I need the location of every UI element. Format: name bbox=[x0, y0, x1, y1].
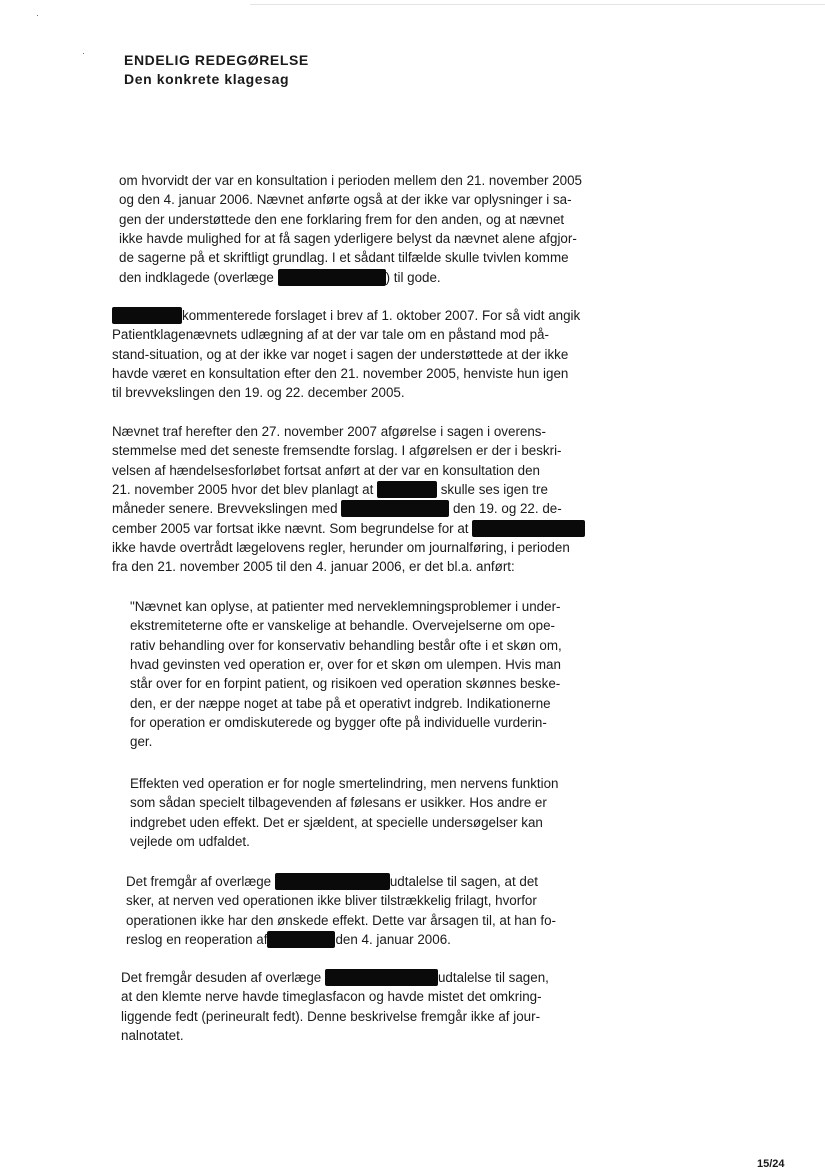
text-line bbox=[130, 774, 559, 793]
text-line bbox=[112, 422, 546, 441]
scan-dot: · bbox=[36, 10, 39, 20]
text-line bbox=[130, 674, 560, 693]
text-segment: stemmelse med det seneste fremsendte forslag. I afgørelsen er der i beskri- bbox=[112, 443, 562, 459]
text-line bbox=[130, 655, 561, 674]
text-segment: "Nævnet kan oplyse, at patienter med nerveklemningsproblemer i under- bbox=[130, 599, 561, 614]
text-segment: ) til gode. bbox=[385, 269, 441, 285]
redaction-block bbox=[275, 873, 390, 890]
text-segment: den, er der næppe noget at tabe på et operativt indgreb. Indikationerne bbox=[130, 695, 551, 711]
document-subtitle: Den konkrete klagesag bbox=[124, 71, 290, 87]
text-line bbox=[126, 891, 537, 910]
text-segment: kommenterede forslaget i brev af 1. oktober 2007. For så vidt angik bbox=[182, 308, 581, 323]
text-line bbox=[119, 190, 572, 209]
text-line bbox=[130, 793, 547, 812]
text-line bbox=[126, 911, 556, 930]
text-line bbox=[121, 1026, 184, 1045]
text-segment: sker, at nerven ved operationen ikke bliver tilstrækkelig frilagt, hvorfor bbox=[126, 893, 537, 909]
text-segment: måneder senere. Brevvekslingen med bbox=[112, 501, 342, 517]
text-segment: Det fremgår af overlæge bbox=[126, 874, 275, 889]
text-segment: står over for en forpint patient, og risikoen ved operation skønnes beske- bbox=[130, 676, 561, 692]
text-segment: cember 2005 var fortsat ikke nævnt. Som begrundelse for at bbox=[112, 520, 473, 536]
page-number: 15/24 bbox=[757, 1158, 785, 1170]
text-segment: og den 4. januar 2006. Nævnet anførte også at der ikke var oplysninger i sa- bbox=[119, 192, 572, 208]
text-segment: fra den 21. november 2005 til den 4. januar 2006, er det bl.a. anført: bbox=[112, 559, 515, 575]
text-segment: udtalelse til sagen, bbox=[437, 970, 549, 985]
text-segment: 21. november 2005 hvor det blev planlagt at bbox=[112, 481, 378, 497]
text-segment: stand-situation, og at der ikke var noget i sagen der understøttede at der ikke bbox=[112, 346, 569, 362]
text-line bbox=[112, 538, 570, 557]
redaction-block bbox=[377, 481, 437, 498]
text-line bbox=[121, 1007, 540, 1026]
text-segment: operationen ikke har den ønskede effekt. Dette var årsagen til, at han fo- bbox=[126, 912, 556, 928]
scan-edge-line bbox=[250, 4, 825, 5]
text-segment: reslog en reoperation af bbox=[126, 931, 268, 947]
text-line bbox=[119, 229, 577, 248]
text-segment: Nævnet traf herefter den 27. november 2007 afgørelse i sagen i overens- bbox=[112, 424, 546, 439]
redaction-block bbox=[278, 269, 386, 286]
text-segment: den 4. januar 2006. bbox=[335, 931, 451, 947]
text-segment: at den klemte nerve havde timeglasfacon og havde mistet det omkring- bbox=[121, 989, 542, 1005]
text-segment: hvad gevinsten ved operation er, over for et skøn om ulempen. Hvis man bbox=[130, 656, 561, 672]
text-line bbox=[112, 461, 540, 480]
text-line bbox=[130, 636, 562, 655]
text-line bbox=[112, 364, 568, 383]
text-segment: for operation er omdiskuterede og bygger ofte på individuelle vurderin- bbox=[130, 714, 547, 730]
text-line bbox=[130, 616, 555, 635]
text-segment: Patientklagenævnets udlægning af at der var tale om en påstand mod på- bbox=[112, 327, 549, 343]
text-segment: til brevvekslingen den 19. og 22. december 2005. bbox=[112, 385, 405, 401]
text-line bbox=[126, 930, 451, 949]
scan-dot: · bbox=[82, 48, 85, 58]
text-line bbox=[112, 499, 562, 518]
text-line bbox=[112, 441, 562, 460]
text-line bbox=[112, 557, 515, 576]
redaction-block bbox=[112, 307, 182, 324]
text-line bbox=[112, 519, 585, 538]
text-line bbox=[119, 210, 564, 229]
text-segment: indgrebet uden effekt. Det er sjældent, at specielle undersøgelser kan bbox=[130, 814, 543, 830]
text-segment: udtalelse til sagen, at det bbox=[389, 874, 538, 889]
text-line bbox=[112, 345, 568, 364]
text-line bbox=[112, 480, 548, 499]
text-segment: ekstremiteterne ofte er vanskelige at behandle. Overvejelserne om ope- bbox=[130, 618, 556, 634]
text-segment: nalnotatet. bbox=[121, 1027, 184, 1043]
redaction-block bbox=[472, 520, 585, 537]
text-line bbox=[112, 325, 549, 344]
text-line bbox=[126, 872, 538, 891]
text-line bbox=[130, 597, 561, 616]
text-segment: den 19. og 22. de- bbox=[449, 501, 562, 517]
text-segment: rativ behandling over for konservativ behandling består ofte i et skøn om, bbox=[130, 637, 562, 653]
text-line bbox=[130, 694, 551, 713]
text-line bbox=[112, 383, 405, 402]
document-title: ENDELIG REDEGØRELSE bbox=[124, 52, 309, 68]
text-line bbox=[119, 248, 569, 267]
text-segment: som sådan specielt tilbagevenden af følesans er usikker. Hos andre er bbox=[130, 795, 547, 811]
text-line bbox=[121, 968, 549, 987]
text-segment: ger. bbox=[130, 734, 153, 750]
text-segment: gen der understøttede den ene forklaring frem for den anden, og at nævnet bbox=[119, 211, 565, 227]
text-line bbox=[130, 813, 543, 832]
text-segment: skulle ses igen tre bbox=[437, 481, 548, 497]
text-line bbox=[130, 713, 547, 732]
text-segment: havde været en konsultation efter den 21. november 2005, henviste hun igen bbox=[112, 365, 569, 381]
text-segment: ikke havde overtrådt lægelovens regler, herunder om journalføring, i perioden bbox=[112, 539, 570, 555]
text-segment: vejlede om udfaldet. bbox=[130, 833, 250, 849]
text-segment: de sagerne på et skriftligt grundlag. I et sådant tilfælde skulle tvivlen komme bbox=[119, 250, 569, 266]
text-line bbox=[130, 832, 250, 851]
text-line bbox=[119, 268, 441, 287]
text-line bbox=[121, 987, 542, 1006]
text-line bbox=[130, 732, 152, 751]
redaction-block bbox=[325, 969, 438, 986]
redaction-block bbox=[341, 500, 449, 517]
redaction-block bbox=[267, 931, 335, 948]
text-segment: Effekten ved operation er for nogle smertelindring, men nervens funktion bbox=[130, 776, 559, 791]
text-segment: velsen af hændelsesforløbet fortsat anført at der var en konsultation den bbox=[112, 462, 540, 478]
text-segment: om hvorvidt der var en konsultation i perioden mellem den 21. november 2005 bbox=[119, 173, 582, 188]
text-segment: liggende fedt (perineuralt fedt). Denne beskrivelse fremgår ikke af jour- bbox=[121, 1008, 541, 1024]
text-segment: Det fremgår desuden af overlæge bbox=[121, 970, 325, 985]
text-segment: ikke havde mulighed for at få sagen yderligere belyst da nævnet alene afgjor- bbox=[119, 230, 577, 246]
text-segment: den indklagede (overlæge bbox=[119, 269, 278, 285]
text-line bbox=[119, 171, 582, 190]
text-line bbox=[112, 306, 580, 325]
